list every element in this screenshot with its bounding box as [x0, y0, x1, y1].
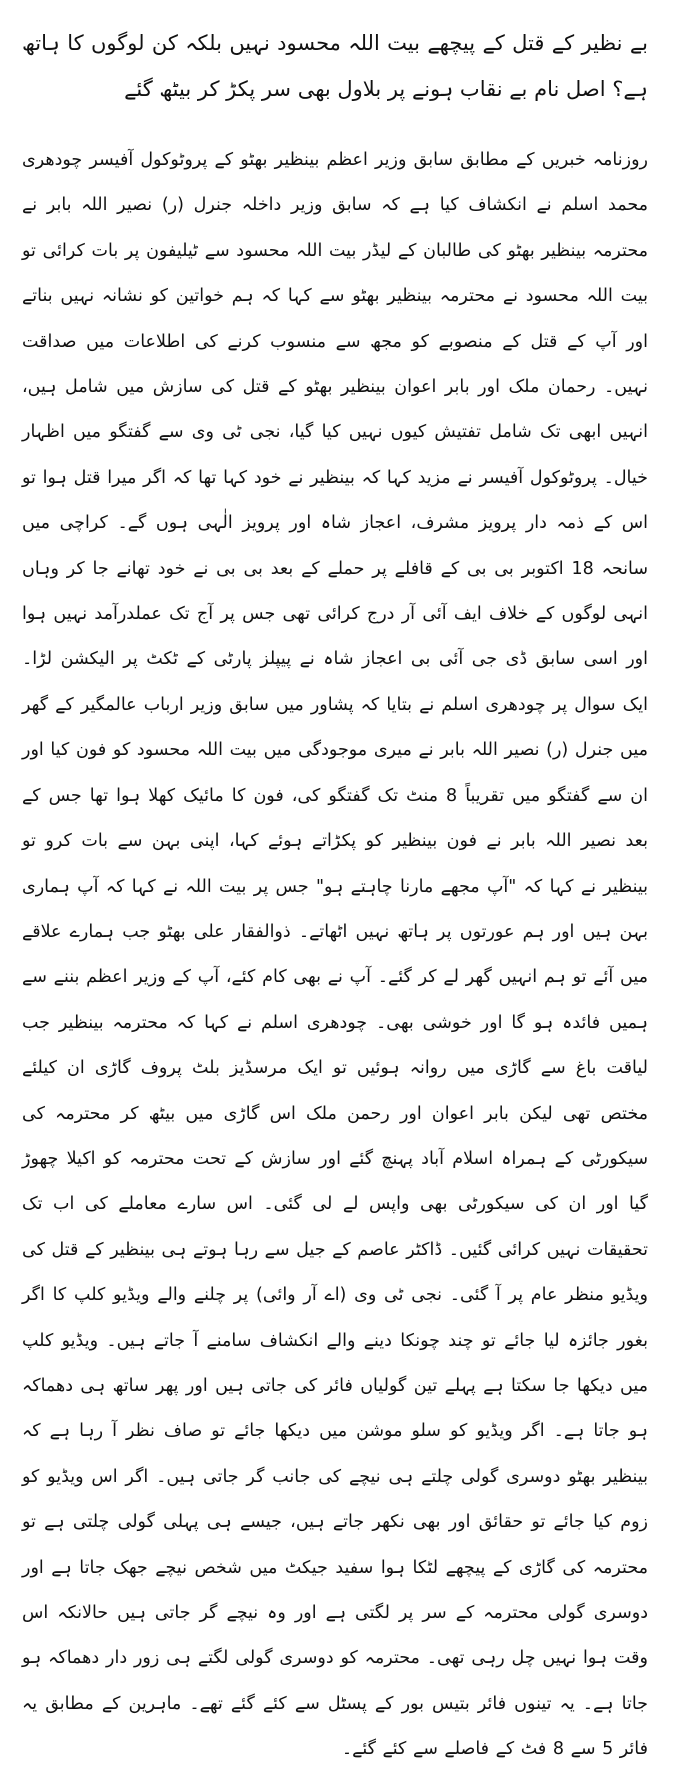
article-headline: بے نظیر کے قتل کے پیچھے بیت اللہ محسود نہیں بلکہ کن لوگوں کا ہاتھ ہے؟ اصل نام بے نقاب ہونے پر بلاول بھی سر پکڑ کر بیٹھ گئے	[22, 31, 648, 101]
article-body: روزنامہ خبریں کے مطابق سابق وزیر اعظم بینظیر بھٹو کے پروٹوکول آفیسر چودھری محمد اسلم نے انکشاف کیا ہے کہ سابق وزیر داخلہ جنرل (ر) نصیر اللہ بابر نے محترمہ بینظیر بھٹو کی طالبان کے لیڈر بیت اللہ محسود سے ٹیلیفون پر بات کرائی تو بیت اللہ محسود نے محترمہ بینظیر بھٹو سے کہا کہ ہم خواتین کو نشانہ نہیں بناتے اور آپ کے قتل کے منصوبے کو مجھ سے منسوب کرنے کی اطلاعات میں صداقت نہیں۔ رحمان ملک اور بابر اعوان بینظیر بھٹو کے قتل کی سازش میں شامل ہیں، انہیں ابھی تک شامل تفتیش کیوں نہیں کیا گیا، نجی ٹی وی سے گفتگو میں اظہار خیال۔ پروٹوکول آفیسر نے مزید کہا کہ بینظیر نے خود کہا تھا کہ اگر میرا قتل ہوا تو اس کے ذمہ دار پرویز مشرف، اعجاز شاہ اور پرویز الٰہی ہوں گے۔ کراچی میں سانحہ 18 اکتوبر بی بی کے قافلے پر حملے کے بعد بی بی نے خود تھانے جا کر وہاں انہی لوگوں کے خلاف ایف آئی آر درج کرائی تھی جس پر آج تک عملدرآمد نہیں ہوا اور اسی سابق ڈی جی آئی بی اعجاز شاہ نے پیپلز پارٹی کے ٹکٹ پر الیکشن لڑا۔ ایک سوال پر چودھری اسلم نے بتایا کہ پشاور میں سابق وزیر ارباب عالمگیر کے گھر میں جنرل (ر) نصیر اللہ بابر نے میری موجودگی میں بیت اللہ محسود کو فون کیا اور ان سے گفتگو میں تقریباً 8 منٹ تک گفتگو کی، فون کا مائیک کھلا ہوا تھا جس کے بعد نصیر اللہ بابر نے فون بینظیر کو پکڑاتے ہوئے کہا، اپنی بہن سے بات کرو تو بینظیر نے کہا کہ "آپ مجھے مارنا چاہتے ہو" جس پر بیت اللہ نے کہا کہ آپ ہماری بہن ہیں اور ہم عورتوں پر ہاتھ نہیں اٹھاتے۔ ذوالفقار علی بھٹو جب ہمارے علاقے میں آئے تو ہم انہیں گھر لے کر گئے۔ آپ نے بھی کام کئے، آپ کے وزیر اعظم بننے سے ہمیں فائدہ ہو گا اور خوشی بھی۔ چودھری اسلم نے کہا کہ محترمہ بینظیر جب لیاقت باغ سے گاڑی میں روانہ ہوئیں تو ایک مرسڈیز بلٹ پروف گاڑی ان کیلئے مختص تھی لیکن بابر اعوان اور رحمن ملک اس گاڑی میں بیٹھ کر محترمہ کی سیکورٹی کے ہمراہ اسلام آباد پہنچ گئے اور سازش کے تحت محترمہ کو اکیلا چھوڑ گیا اور ان کی سیکورٹی بھی واپس لے لی گئی۔ اس سارے معاملے کی اب تک تحقیقات نہیں کرائی گئیں۔ ڈاکٹر عاصم کے جیل سے رہا ہوتے ہی بینظیر کے قتل کی ویڈیو منظر عام پر آ گئی۔ نجی ٹی وی (اے آر وائی) پر چلنے والے ویڈیو کلپ کا اگر بغور جائزہ لیا جائے تو چند چونکا دینے والے انکشاف سامنے آ جاتے ہیں۔ ویڈیو کلپ میں دیکھا جا سکتا ہے پہلے تین گولیاں فائر کی جاتی ہیں اور پھر ساتھ ہی دھماکہ ہو جاتا ہے۔ اگر ویڈیو کو سلو موشن میں دیکھا جائے تو صاف نظر آ رہا ہے کہ بینظیر بھٹو دوسری گولی چلتے ہی نیچے کی جانب گر جاتی ہیں۔ اگر اس ویڈیو کو زوم کیا جائے تو حقائق اور بھی نکھر جاتے ہیں، جیسے ہی پہلی گولی چلتی ہے تو محترمہ کی گاڑی کے پیچھے لٹکا ہوا سفید جیکٹ میں شخص نیچے جھک جاتا ہے اور دوسری گولی محترمہ کے سر پر لگتی ہے اور وہ نیچے گر جاتی ہیں حالانکہ اس وقت ہوا نہیں چل رہی تھی۔ محترمہ کو دوسری گولی لگتے ہی زور دار دھماکہ ہو جاتا ہے۔ یہ تینوں فائر بتیس بور کے پسٹل سے کئے گئے تھے۔ ماہرین کے مطابق یہ فائر 5 سے 8 فٹ کے فاصلے سے کئے گئے۔	[22, 150, 648, 1760]
